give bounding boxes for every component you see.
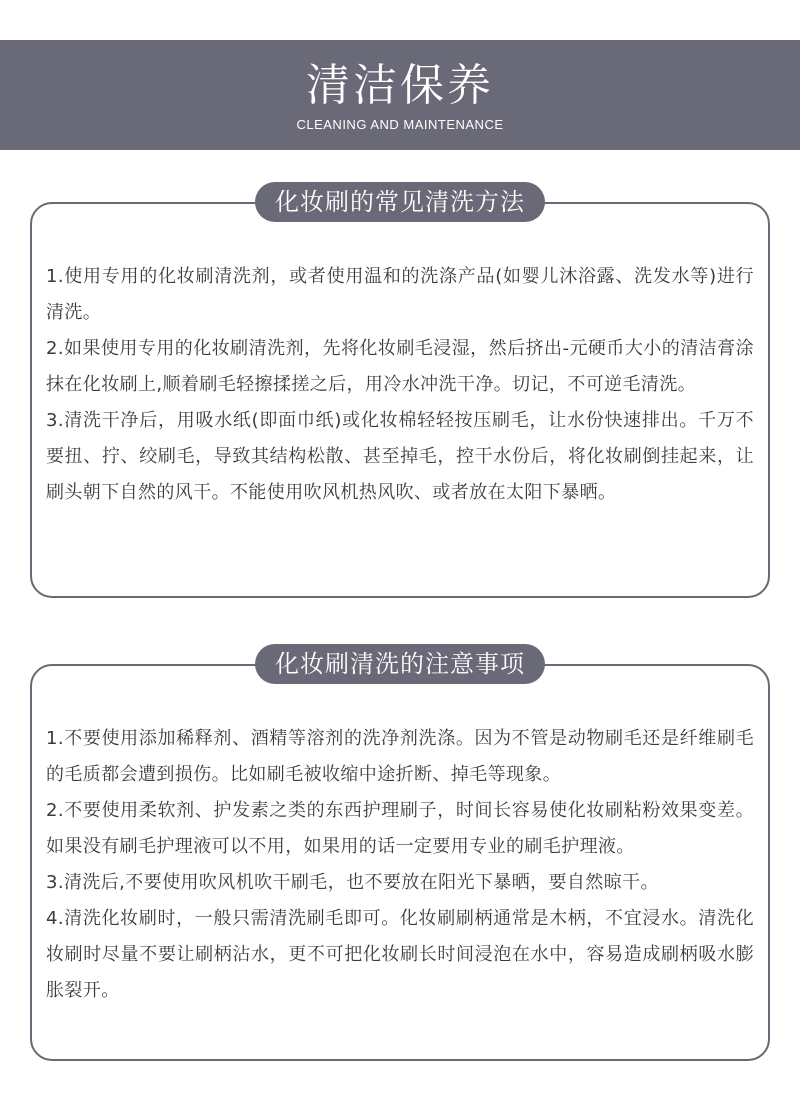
paragraph: 2.如果使用专用的化妆刷清洗剂，先将化妆刷毛浸湿，然后挤出-元硬币大小的清洁膏涂抹在化妆刷上,顺着刷毛轻擦揉搓之后，用冷水冲洗干净。切记，不可逆毛清洗。 [46, 338, 754, 395]
paragraph: 1.使用专用的化妆刷清洗剂，或者使用温和的洗涤产品(如婴儿沐浴露、洗发水等)进行清洗。 [46, 266, 754, 323]
section-heading: 化妆刷清洗的注意事项 [255, 644, 545, 684]
paragraph: 4.清洗化妆刷时，一般只需清洗刷毛即可。化妆刷刷柄通常是木柄，不宜浸水。清洗化妆刷时尽量不要让刷柄沾水，更不可把化妆刷长时间浸泡在水中，容易造成刷柄吸水膨胀裂开。 [46, 908, 754, 1001]
page-subtitle: CLEANING AND MAINTENANCE [296, 117, 504, 132]
section-body [46, 721, 754, 1009]
paragraph: 2.不要使用柔软剂、护发素之类的东西护理刷子，时间长容易使化妆刷粘粉效果变差。如果没有刷毛护理液可以不用，如果用的话一定要用专业的刷毛护理液。 [46, 800, 754, 857]
cleaning-methods-card [30, 188, 770, 598]
header-banner [0, 40, 800, 150]
paragraph: 3.清洗后,不要使用吹风机吹干刷毛，也不要放在阳光下暴晒，要自然晾干。 [46, 872, 659, 893]
section-body [46, 259, 754, 511]
section-heading: 化妆刷的常见清洗方法 [255, 182, 545, 222]
page-title: 清洁保养 [306, 60, 494, 111]
paragraph: 1.不要使用添加稀释剂、酒精等溶剂的洗净剂洗涤。因为不管是动物刷毛还是纤维刷毛的毛质都会遭到损伤。比如刷毛被收缩中途折断、掉毛等现象。 [46, 728, 754, 785]
cleaning-precautions-card [30, 650, 770, 1061]
paragraph: 3.清洗干净后，用吸水纸(即面巾纸)或化妆棉轻轻按压刷毛，让水份快速排出。千万不要扭、拧、绞刷毛，导致其结构松散、甚至掉毛，控干水份后，将化妆刷倒挂起来，让刷头朝下自然的风干。不能使用吹风机热风吹、或者放在太阳下暴晒。 [46, 410, 754, 503]
